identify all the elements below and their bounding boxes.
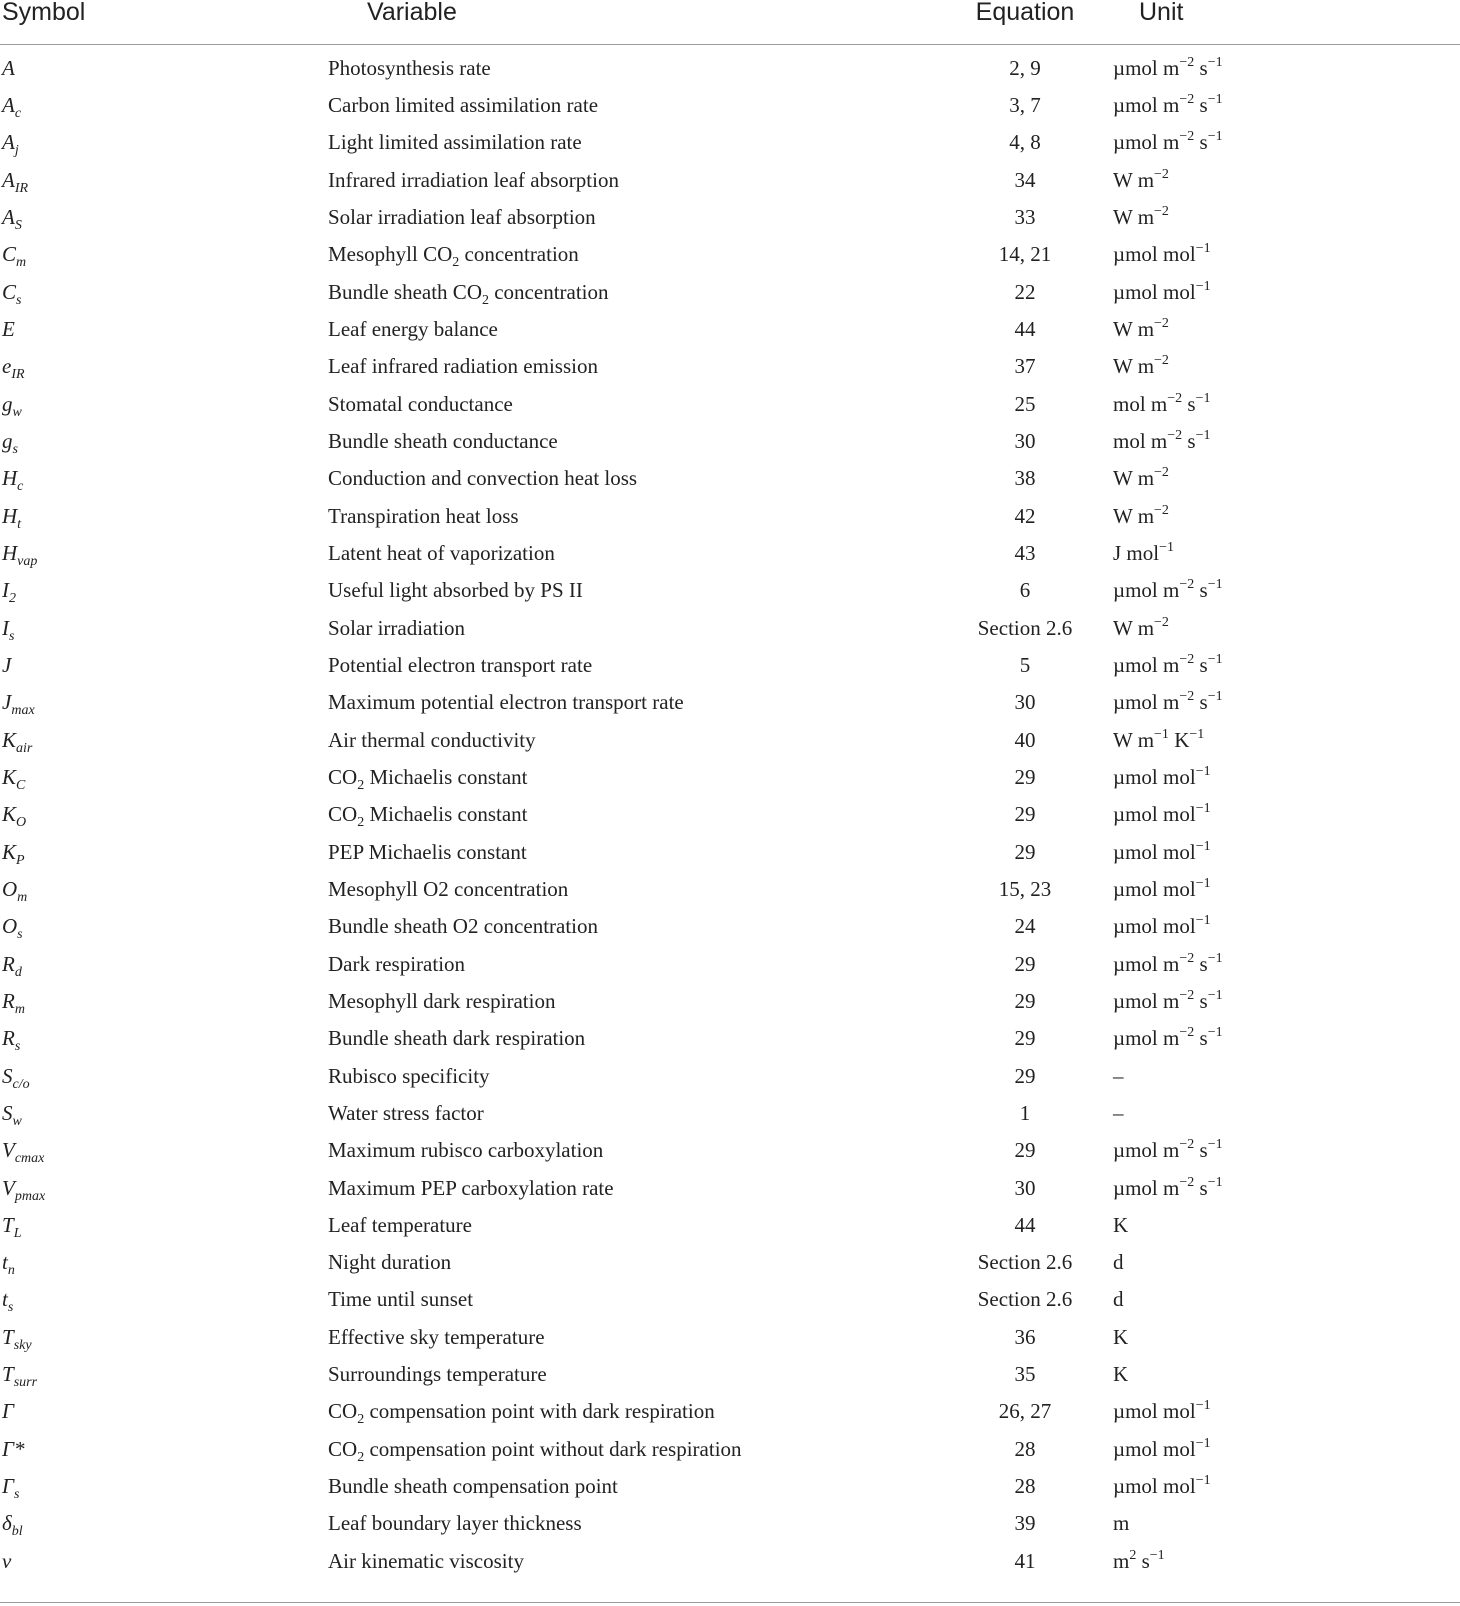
table-row [0, 273, 1460, 310]
equation-cell: 2, 9 [1009, 55, 1041, 80]
equation-cell: 28 [1014, 1436, 1036, 1461]
table-row [0, 758, 1460, 795]
symbol-cell: $\Gamma_s$ [2, 1474, 20, 1503]
variable-cell: Time until sunset [328, 1287, 474, 1312]
table-bottom-rule [0, 1602, 1460, 1603]
equation-cell: 33 [1014, 204, 1036, 229]
table-row [0, 1057, 1460, 1094]
unit-cell: µmol mol$^{-1}$ [1113, 1473, 1211, 1499]
symbol-cell: $\delta_{bl}$ [2, 1511, 23, 1540]
variable-cell: $CO_2$ Michaelis constant [328, 802, 528, 831]
table-row [0, 721, 1460, 758]
symbol-cell: J [2, 652, 12, 677]
symbol-cell: $T_{sky}$ [2, 1324, 32, 1353]
equation-cell: 29 [1014, 988, 1036, 1013]
variable-cell: $CO_2$ Michaelis constant [328, 764, 528, 793]
table-row [0, 497, 1460, 534]
variable-cell: Potential electron transport rate [328, 652, 593, 677]
equation-cell: 29 [1014, 1026, 1036, 1051]
unit-cell: µmol mol$^{-1}$ [1113, 838, 1211, 864]
table-row [0, 161, 1460, 198]
symbol-cell: $S_{c/o}$ [2, 1063, 30, 1092]
symbol-cell: $g_w$ [2, 391, 22, 420]
table-row [0, 1542, 1460, 1579]
symbol-cell: $T_L$ [2, 1212, 22, 1241]
table-row [0, 1505, 1460, 1542]
unit-cell: W $m^{-1}$ $K^{-1}$ [1113, 726, 1205, 752]
symbol-cell: $g_s$ [2, 428, 18, 457]
symbol-cell: $K_{air}$ [2, 727, 33, 756]
variable-cell: Air kinematic viscosity [328, 1548, 524, 1573]
unit-cell: K [1113, 1362, 1129, 1387]
equation-cell: 40 [1014, 727, 1036, 752]
table-row [0, 534, 1460, 571]
symbol-cell: $A_S$ [2, 204, 22, 233]
variable-cell: Air thermal conductivity [328, 727, 536, 752]
symbol-cell: $R_m$ [2, 988, 25, 1017]
equation-cell: 39 [1014, 1511, 1036, 1536]
symbol-cell: $R_d$ [2, 951, 22, 980]
table-row [0, 572, 1460, 609]
table-row [0, 1132, 1460, 1169]
equation-cell: 4, 8 [1009, 130, 1041, 155]
equation-cell: 3, 7 [1009, 92, 1041, 117]
variable-cell: Bundle sheath O2 concentration [328, 914, 599, 939]
equation-cell: 29 [1014, 1138, 1036, 1163]
symbol-cell: $T_{surr}$ [2, 1362, 38, 1391]
symbol-cell: $H_t$ [2, 503, 22, 532]
variable-cell: Solar irradiation [328, 615, 466, 640]
variable-cell: Infrared irradiation leaf absorption [328, 167, 619, 192]
table-header-row [0, 0, 1460, 45]
table-row [0, 908, 1460, 945]
unit-cell: $m^2$ $s^{-1}$ [1113, 1547, 1165, 1573]
table-row [0, 45, 1460, 87]
symbol-cell: $K_C$ [2, 764, 26, 793]
unit-cell: – [1113, 1100, 1124, 1125]
equation-cell: 44 [1014, 316, 1036, 341]
equation-cell: 36 [1014, 1324, 1036, 1349]
table-row [0, 1355, 1460, 1392]
symbol-cell: $V_{cmax}$ [2, 1138, 45, 1167]
variable-cell: Night duration [328, 1250, 452, 1275]
unit-cell: µmol $m^{-2}$ $s^{-1}$ [1113, 651, 1223, 677]
symbol-cell: E [2, 316, 15, 341]
variable-cell: Maximum rubisco carboxylation [328, 1138, 604, 1163]
unit-cell: µmol mol$^{-1}$ [1113, 1398, 1211, 1424]
unit-cell: µmol $m^{-2}$ $s^{-1}$ [1113, 54, 1223, 80]
unit-cell: µmol $m^{-2}$ $s^{-1}$ [1113, 1174, 1223, 1200]
variable-cell: Leaf boundary layer thickness [328, 1511, 582, 1536]
symbol-cell: $C_m$ [2, 242, 27, 271]
table-row [0, 310, 1460, 347]
equation-cell: 30 [1014, 690, 1036, 715]
table-row [0, 422, 1460, 459]
unit-cell: W $m^{-2}$ [1113, 502, 1169, 528]
symbol-cell: $J_{max}$ [2, 690, 35, 719]
unit-cell: W $m^{-2}$ [1113, 353, 1169, 379]
table-row [0, 646, 1460, 683]
variable-cell: Rubisco specificity [328, 1063, 490, 1088]
equation-cell: Section 2.6 [977, 615, 1073, 640]
variable-cell: Leaf infrared radiation emission [328, 354, 598, 379]
equation-cell: 1 [1019, 1100, 1031, 1125]
variable-cell: Water stress factor [328, 1100, 484, 1125]
unit-cell: µmol mol$^{-1}$ [1113, 241, 1211, 267]
variable-cell: Maximum potential electron transport rate [328, 690, 684, 715]
symbol-cell: ν [2, 1548, 12, 1573]
variable-cell: Conduction and convection heat loss [328, 466, 638, 491]
unit-cell: µmol $m^{-2}$ $s^{-1}$ [1113, 91, 1223, 117]
symbol-cell: $H_c$ [2, 466, 24, 495]
table-row [0, 1244, 1460, 1281]
unit-cell: µmol $m^{-2}$ $s^{-1}$ [1113, 1137, 1223, 1163]
variable-cell: Leaf temperature [328, 1212, 472, 1237]
header-unit-cell [1097, 0, 1460, 45]
equation-cell: 38 [1014, 466, 1036, 491]
symbol-cell: $A_{IR}$ [2, 167, 29, 196]
equation-cell: 15, 23 [998, 876, 1052, 901]
variable-cell: Light limited assimilation rate [328, 130, 582, 155]
symbol-cell: $t_s$ [2, 1287, 14, 1316]
table-row [0, 1206, 1460, 1243]
equation-cell: 25 [1014, 391, 1036, 416]
table-row [0, 684, 1460, 721]
unit-cell: – [1113, 1063, 1124, 1088]
symbol-cell: $K_P$ [2, 839, 25, 868]
equation-cell: 30 [1014, 428, 1036, 453]
variable-cell: Bundle sheath dark respiration [328, 1026, 586, 1051]
symbol-cell: $H_{vap}$ [2, 540, 38, 569]
equation-cell: 29 [1014, 839, 1036, 864]
equation-cell: Section 2.6 [977, 1250, 1073, 1275]
equation-cell: Section 2.6 [977, 1287, 1073, 1312]
symbol-cell: $t_n$ [2, 1250, 15, 1279]
unit-cell: µmol $m^{-2}$ $s^{-1}$ [1113, 1025, 1223, 1051]
table-row [0, 385, 1460, 422]
variable-cell: Mesophyll dark respiration [328, 988, 556, 1013]
unit-cell: W $m^{-2}$ [1113, 315, 1169, 341]
unit-cell: m [1113, 1511, 1130, 1536]
equation-cell: 37 [1014, 354, 1036, 379]
unit-cell: µmol mol$^{-1}$ [1113, 913, 1211, 939]
table-row [0, 1430, 1460, 1467]
variable-cell: $CO_2$ compensation point with dark respiration [328, 1399, 715, 1428]
equation-cell: 35 [1014, 1362, 1036, 1387]
symbol-cell: $R_s$ [2, 1026, 21, 1055]
unit-cell: d [1113, 1250, 1124, 1275]
symbol-cell: A [2, 55, 15, 80]
table-row [0, 833, 1460, 870]
variable-cell: Bundle sheath conductance [328, 428, 558, 453]
variable-cell: Maximum PEP carboxylation rate [328, 1175, 614, 1200]
table-row [0, 348, 1460, 385]
table-row [0, 1467, 1460, 1504]
table-row [0, 1169, 1460, 1206]
unit-cell: µmol mol$^{-1}$ [1113, 1435, 1211, 1461]
equation-cell: 30 [1014, 1175, 1036, 1200]
symbol-cell: Γ* [2, 1436, 25, 1461]
symbol-cell: $O_m$ [2, 876, 28, 905]
unit-cell: µmol $m^{-2}$ $s^{-1}$ [1113, 129, 1223, 155]
symbol-cell: $I_s$ [2, 615, 15, 644]
symbol-cell: $e_{IR}$ [2, 354, 25, 383]
unit-cell: µmol mol$^{-1}$ [1113, 763, 1211, 789]
unit-cell: µmol mol$^{-1}$ [1113, 278, 1211, 304]
table-row [0, 1393, 1460, 1430]
equation-cell: 29 [1014, 951, 1036, 976]
variable-cell: Solar irradiation leaf absorption [328, 204, 596, 229]
unit-cell: K [1113, 1324, 1129, 1349]
equation-cell: 29 [1014, 1063, 1036, 1088]
symbol-cell: $S_w$ [2, 1100, 22, 1129]
table-row [0, 945, 1460, 982]
equation-cell: 6 [1019, 578, 1031, 603]
variable-cell: Mesophyll O2 concentration [328, 876, 569, 901]
unit-cell: d [1113, 1287, 1124, 1312]
variable-cell: Bundle sheath $CO_2$ concentration [328, 279, 609, 308]
table-row [0, 1094, 1460, 1131]
equation-cell: 28 [1014, 1474, 1036, 1499]
variable-cell: PEP Michaelis constant [328, 839, 527, 864]
unit-cell: µmol $m^{-2}$ $s^{-1}$ [1113, 950, 1223, 976]
equation-cell: 26, 27 [998, 1399, 1052, 1424]
equation-cell: 43 [1014, 540, 1036, 565]
table-row [0, 609, 1460, 646]
table-row [0, 124, 1460, 161]
unit-cell: mol $m^{-2}$ $s^{-1}$ [1113, 390, 1211, 416]
symbol-cell: $A_c$ [2, 92, 22, 121]
symbol-cell: $O_s$ [2, 914, 23, 943]
table-row [0, 870, 1460, 907]
unit-cell: W $m^{-2}$ [1113, 203, 1169, 229]
variable-cell: $CO_2$ compensation point without dark respiration [328, 1436, 742, 1465]
variable-cell: Useful light absorbed by PS II [328, 578, 583, 603]
variable-cell: Latent heat of vaporization [328, 540, 555, 565]
equation-cell: 42 [1014, 503, 1036, 528]
variable-cell: Transpiration heat loss [328, 503, 519, 528]
unit-cell: µmol $m^{-2}$ $s^{-1}$ [1113, 689, 1223, 715]
table-row [0, 86, 1460, 123]
table-row [0, 198, 1460, 235]
equation-cell: 41 [1014, 1548, 1036, 1573]
unit-cell: mol $m^{-2}$ $s^{-1}$ [1113, 427, 1211, 453]
symbol-cell: $K_O$ [2, 802, 27, 831]
unit-cell: µmol $m^{-2}$ $s^{-1}$ [1113, 987, 1223, 1013]
table-row [0, 1318, 1460, 1355]
equation-cell: 24 [1014, 914, 1036, 939]
table-row [0, 460, 1460, 497]
equation-cell: 34 [1014, 167, 1036, 192]
variable-cell: Photosynthesis rate [328, 55, 491, 80]
symbol-cell: $A_j$ [2, 130, 19, 159]
unit-cell: µmol mol$^{-1}$ [1113, 875, 1211, 901]
unit-cell: µmol $m^{-2}$ $s^{-1}$ [1113, 577, 1223, 603]
variable-cell: Effective sky temperature [328, 1324, 545, 1349]
unit-cell: W $m^{-2}$ [1113, 614, 1169, 640]
header-equation: Equation [953, 0, 1097, 45]
header-variable: Variable [328, 0, 953, 45]
variable-cell: Carbon limited assimilation rate [328, 92, 599, 117]
variable-cell: Stomatal conductance [328, 391, 513, 416]
variable-cell: Bundle sheath compensation point [328, 1474, 618, 1499]
table-body [0, 45, 1460, 1580]
variable-cell: Mesophyll $CO_2$ concentration [328, 242, 579, 271]
variable-cell: Dark respiration [328, 951, 466, 976]
header-unit: Unit [1139, 0, 1184, 26]
unit-cell: K [1113, 1212, 1129, 1237]
symbol-cell: $C_s$ [2, 279, 22, 308]
variable-cell: Surroundings temperature [328, 1362, 547, 1387]
variable-cell: Leaf energy balance [328, 316, 498, 341]
unit-cell: J mol$^{-1}$ [1113, 539, 1174, 565]
equation-cell: 29 [1014, 764, 1036, 789]
table-row [0, 1281, 1460, 1318]
unit-cell: µmol mol$^{-1}$ [1113, 801, 1211, 827]
equation-cell: 5 [1019, 652, 1031, 677]
unit-cell: W $m^{-2}$ [1113, 166, 1169, 192]
symbol-cell: $V_{pmax}$ [2, 1175, 46, 1204]
table-row [0, 236, 1460, 273]
equation-cell: 14, 21 [998, 242, 1052, 267]
header-symbol: Symbol [0, 0, 328, 45]
table-row [0, 1020, 1460, 1057]
equation-cell: 22 [1014, 279, 1036, 304]
equation-cell: 29 [1014, 802, 1036, 827]
symbol-cell: Γ [2, 1399, 14, 1424]
table-row [0, 982, 1460, 1019]
table-row [0, 796, 1460, 833]
equation-cell: 44 [1014, 1212, 1036, 1237]
unit-cell: W $m^{-2}$ [1113, 465, 1169, 491]
symbol-cell: $I_2$ [2, 578, 16, 607]
